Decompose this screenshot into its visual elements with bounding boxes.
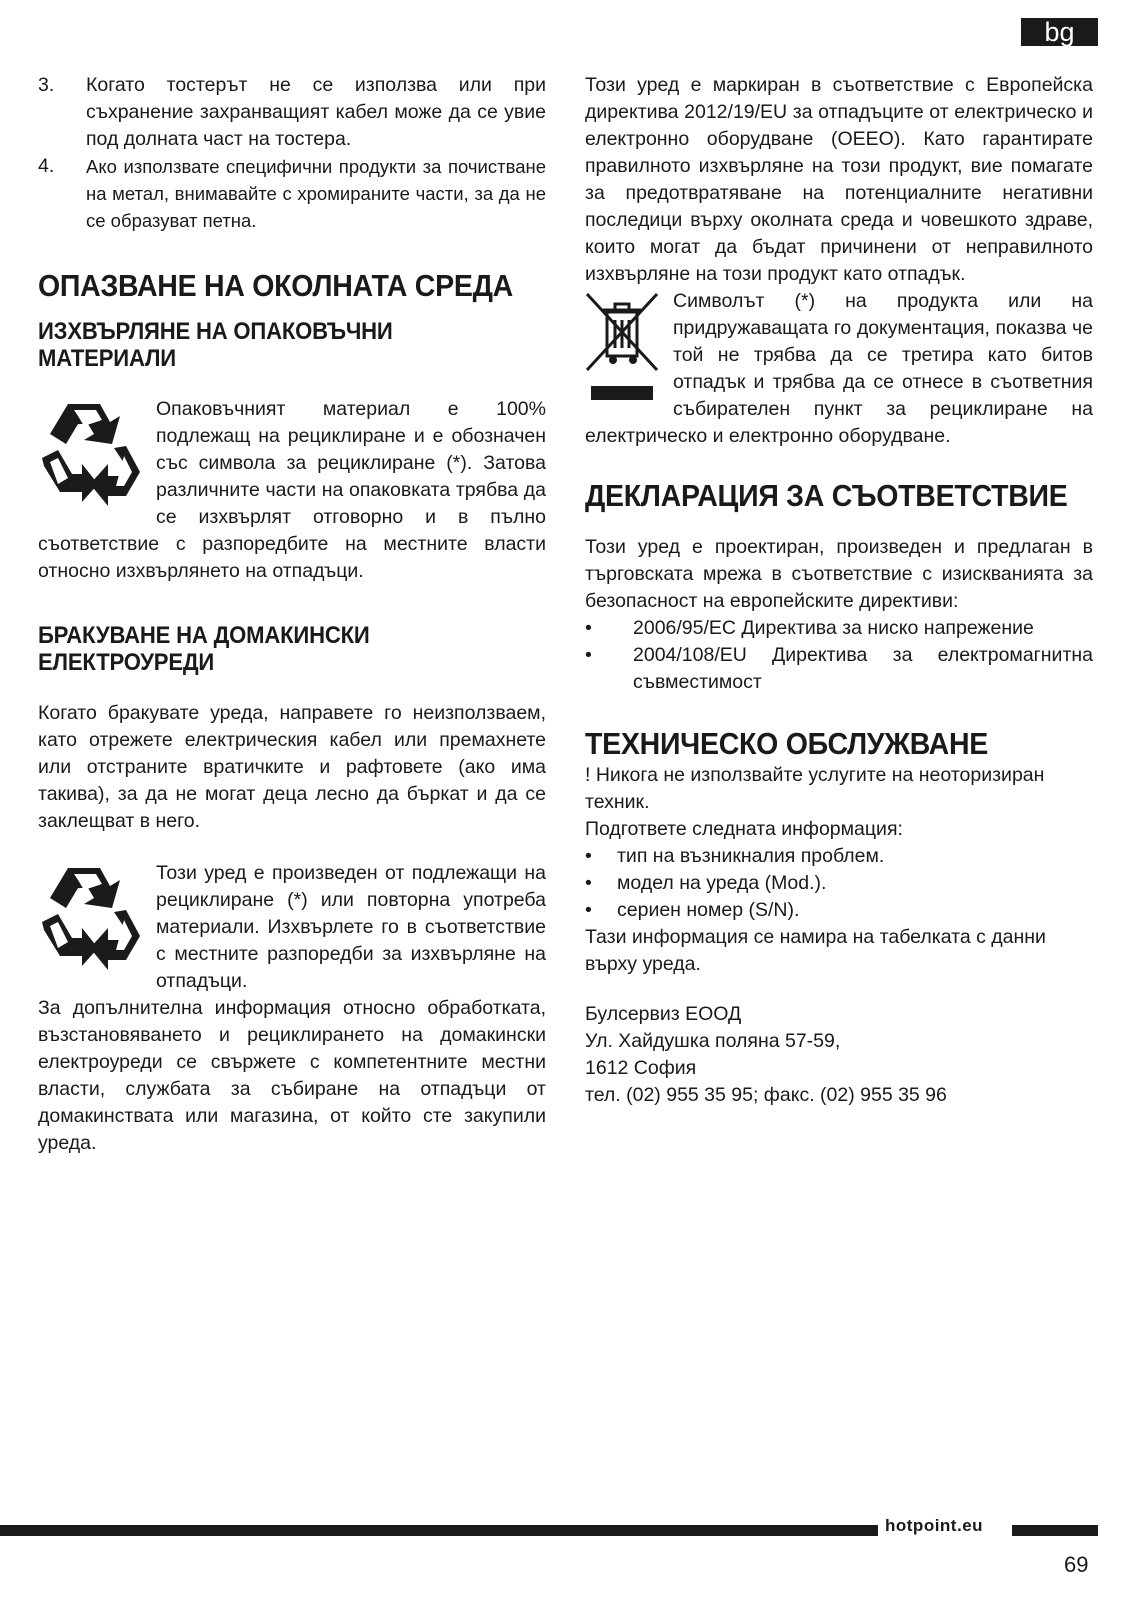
packaging-block: Опаковъчният материал е 100% подлежащ на рециклиране и е обозначен със символа за рециклиране (*). Затова различните части на опаковката трябва да се изхвърлят отговорно и в пълно съответствие с разпоредбите на местните власти относно изхвърлянето на отпадъци. — [38, 398, 546, 582]
weee-text: Този уред е маркиран в съответствие с Европейска директива 2012/19/EU за отпадъците от електрическо и електронно оборудване (ОЕЕО). Като гарантирате правилното изхвърляне на този продукт, вие помагате за предотвратяване на потенциалните негативни последици върху околната среда и човешкото здраве, които могат да бъдат причинени от неправилното изхвърляне на този продукт като отпадък. — [585, 74, 1093, 285]
right-column — [585, 72, 1093, 1109]
list-item: • 2004/108/EU Директива за електромагнитна съвместимост — [585, 644, 1093, 693]
service-address: Булсервиз ЕООД Ул. Хайдушка поляна 57-59, 1612 София тел. (02) 955 35 95; факс. (02) 955 35 96 — [585, 1003, 947, 1106]
subsection-title-packaging: ИЗХВЪРЛЯНЕ НА ОПАКОВЪЧНИ МАТЕРИАЛИ — [38, 318, 393, 372]
list-item: 3. Когато тостерът не се използва или при съхранение захранващият кабел може да се увие под долната част на тостера. — [38, 74, 546, 150]
list-item: • модел на уреда (Mod.). — [585, 872, 827, 894]
list-item: • сериен номер (S/N). — [585, 899, 800, 921]
crossed-bin-icon — [585, 292, 659, 404]
recyclable-block: Този уред е произведен от подлежащи на рециклиране (*) или повторна употреба материали. Изхвърлете го в съответствие с местните разпоредби за изхвърляне на отпадъци. — [38, 860, 546, 995]
list-item: • 2006/95/EC Директива за ниско напрежение — [585, 617, 1034, 639]
list-item: 4. Ако използвате специфични продукти за почистване на метал, внимавайте с хромираните части, за да не се образуват петна. — [38, 155, 546, 231]
service-warning: ! Никога не използвайте услугите на неоторизиран техник. — [585, 764, 1045, 813]
brand-logo: hotpoint.eu — [885, 1516, 984, 1535]
recycle-icon — [38, 396, 142, 506]
page-number: 69 — [1064, 1552, 1089, 1577]
scrapping-text: Когато бракувате уреда, направете го неизползваем, като отрежете електрическия кабел или премахнете или отстраните вратичките и рафтовете (ако има такива), за да не могат деца лесно да бъркат и да се заклещват в него. — [38, 702, 546, 832]
footer-rule — [1012, 1525, 1098, 1536]
language-badge: bg — [1021, 18, 1098, 46]
declaration-text: Този уред е проектиран, произведен и предлаган в търговската мрежа в съответствие с изискванията за безопасност на европейските директиви: — [585, 536, 1093, 612]
recycle-icon — [38, 860, 142, 970]
section-title-declaration: ДЕКЛАРАЦИЯ ЗА СЪОТВЕТСТВИЕ — [585, 478, 1068, 513]
footer-rule — [0, 1525, 878, 1536]
subsection-title-scrapping: БРАКУВАНЕ НА ДОМАКИНСКИ ЕЛЕКТРОУРЕДИ — [38, 622, 370, 676]
section-title-service: ТЕХНИЧЕСКО ОБСЛУЖВАНЕ — [585, 726, 989, 761]
list-item: • тип на възникналия проблем. — [585, 845, 885, 867]
prepare-text: Подгответе следната информация: — [585, 818, 903, 840]
more-info-text: За допълнителна информация относно обработката, възстановяването и рециклирането на домакински електроуреди се свържете с компетентните местни власти, службата за събиране на отпадъци от домакинствата или магазина, от който сте закупили уреда. — [38, 997, 546, 1154]
weee-symbol-block: Символът (*) на продукта или на придружаващата го документация, показва че той не трябва да се третира като битов отпадък и трябва да се отнесе в съответния събирателен пункт за рециклиране на електрическо и електронно оборудване. — [585, 290, 1093, 447]
left-column — [38, 72, 546, 1157]
plate-text: Тази информация се намира на табелката с данни върху уреда. — [585, 926, 1046, 975]
section-title-environment: ОПАЗВАНЕ НА ОКОЛНАТА СРЕДА — [38, 268, 513, 303]
